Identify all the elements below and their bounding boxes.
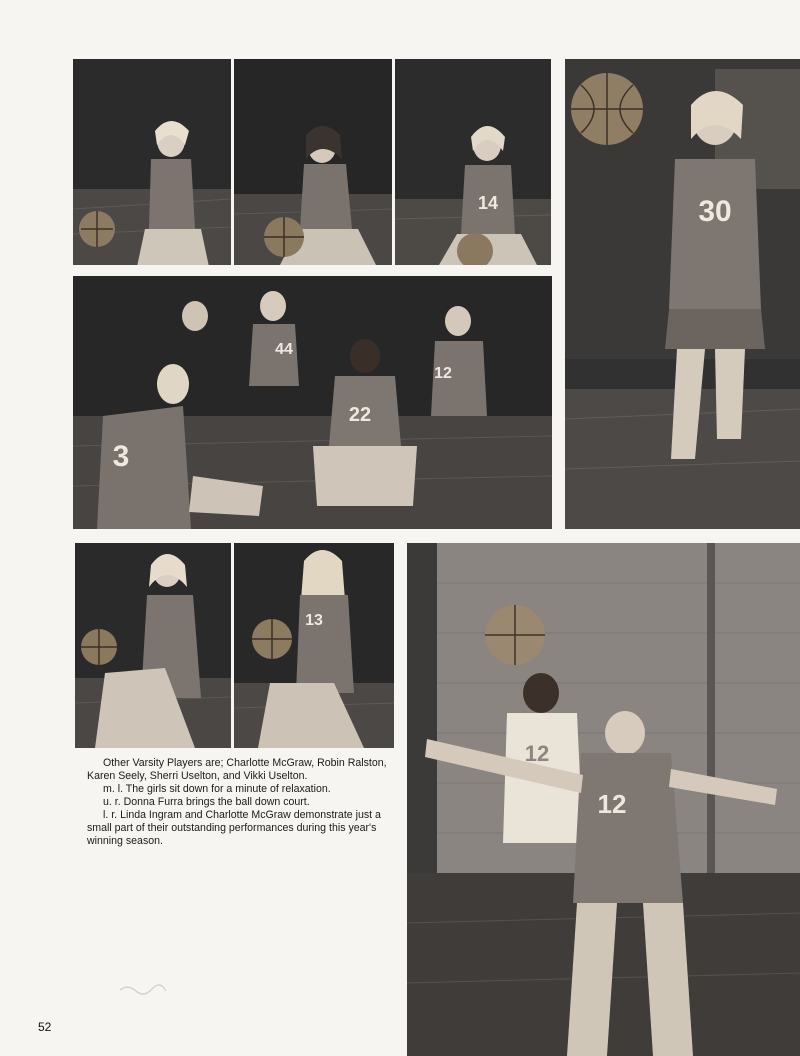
photo-player-kneeling-13	[234, 543, 394, 748]
photo-game-action-defense	[407, 543, 800, 1056]
jersey-number: 12	[597, 789, 627, 819]
photo-team-sitting-group	[73, 276, 552, 529]
jersey-number: 12	[434, 365, 452, 382]
jersey-number: 3	[112, 440, 130, 473]
caption-upper-right: u. r. Donna Furra brings the ball down court.	[103, 796, 310, 808]
jersey-number: 13	[305, 612, 323, 629]
photo-player-dribbling-30	[565, 59, 800, 529]
jersey-number: 22	[348, 404, 372, 426]
jersey-number: 12	[524, 741, 550, 766]
photo-player-kneeling-3	[75, 543, 231, 748]
page-number: 52	[38, 1020, 52, 1034]
ink-smudge	[118, 982, 168, 996]
jersey-number: 44	[275, 341, 293, 358]
photo-player-kneeling-1	[73, 59, 231, 265]
caption-middle-left: m. l. The girls sit down for a minute of relaxation.	[103, 783, 331, 795]
jersey-number: 14	[477, 193, 499, 213]
photo-player-kneeling-14	[395, 59, 551, 265]
photo-caption	[87, 757, 405, 848]
caption-other-players: Other Varsity Players are; Charlotte McGraw, Robin Ralston, Karen Seely, Sherri Uselton, and Vikki Uselton.	[87, 757, 387, 782]
caption-lower-right: l. r. Linda Ingram and Charlotte McGraw demonstrate just a small part of their outstanding performances during this year's winning season.	[87, 809, 381, 847]
photo-player-kneeling-2	[234, 59, 392, 265]
jersey-number: 30	[698, 195, 732, 228]
